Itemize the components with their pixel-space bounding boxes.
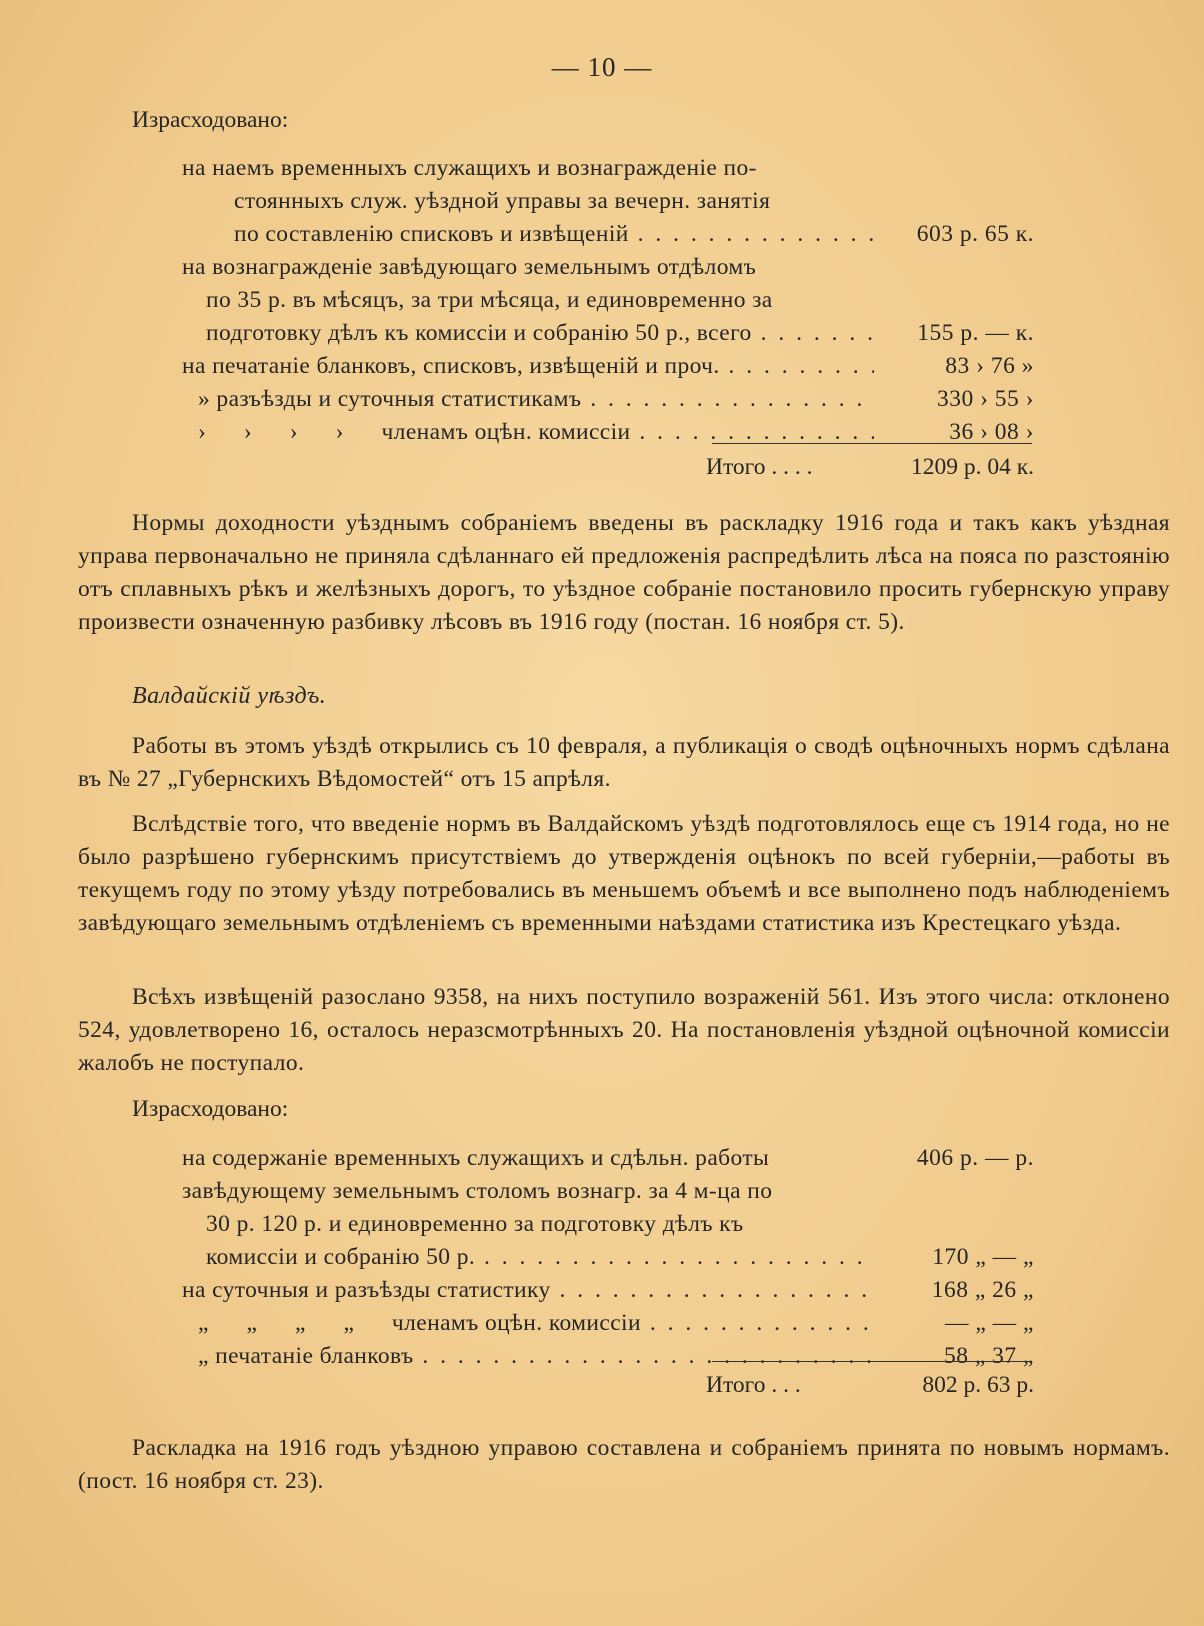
expense-amount: 170 „ — „ bbox=[932, 1244, 1034, 1270]
expense-item bbox=[182, 287, 1034, 320]
expense-desc-line: » разъѣзды и суточныя статистикамъ . . . bbox=[198, 386, 874, 413]
expense-desc-line: комиссіи и собранію 50 р. . . . bbox=[206, 1244, 874, 1271]
expense-item bbox=[182, 1244, 1034, 1277]
expense-desc-line: по 35 р. въ мѣсяцъ, за три мѣсяца, и единовременно за bbox=[206, 287, 773, 313]
total-amount: 802 р. 63 р. bbox=[922, 1372, 1034, 1398]
expense-item bbox=[182, 1211, 1034, 1244]
expense-desc-line: „ „ „ „ членамъ оцѣн. комиссіи . . . bbox=[198, 1310, 874, 1337]
expense-list-2 bbox=[182, 1145, 1034, 1376]
expense-item bbox=[182, 254, 1034, 287]
expense-desc-line: „ печатаніе бланковъ . . . bbox=[198, 1343, 874, 1370]
total-row-2 bbox=[706, 1372, 1034, 1399]
expense-desc-line: на суточныя и разъѣзды статистику . . . bbox=[182, 1277, 874, 1304]
expense-desc-line: на наемъ временныхъ служащихъ и вознагражденіе по- bbox=[182, 155, 757, 181]
expense-amount: — „ — „ bbox=[945, 1310, 1034, 1336]
expense-amount: 58 „ 37 „ bbox=[944, 1343, 1034, 1369]
paragraph-introduction: Вслѣдствіе того, что введеніе нормъ въ Валдайскомъ уѣздѣ подготовлялось еще съ 1914 года, но не было разрѣшено губернскимъ присутствіемъ до утвержденія оцѣнокъ по всей губерніи,—работы въ текущемъ году по этому уѣзду потребовались въ меньшемъ объемѣ и все выполнено подъ наблюденіемъ завѣдующаго земельнымъ отдѣленіемъ съ временными наѣздами статистика изъ Крестецкаго уѣзда. bbox=[78, 811, 1170, 936]
expenses-heading-1: Израсходовано: bbox=[132, 107, 289, 133]
expense-item bbox=[182, 221, 1034, 254]
expense-item bbox=[182, 1178, 1034, 1211]
expense-item bbox=[182, 386, 1034, 419]
expense-item bbox=[182, 188, 1034, 221]
expense-desc-line: на вознагражденіе завѣдующаго земельнымъ отдѣломъ bbox=[182, 254, 757, 280]
total-rule-1 bbox=[712, 443, 1032, 444]
expense-desc-line: подготовку дѣлъ къ комиссіи и собранію 50 р., всего . . . bbox=[206, 320, 874, 347]
paragraph-apportionment: Раскладка на 1916 годъ уѣздною управою составлена и собраніемъ принята по новымъ нормамъ. (пост. 16 ноября ст. 23). bbox=[78, 1435, 1170, 1494]
district-heading: Валдайскій уѣздъ. bbox=[132, 683, 327, 709]
page-number: — 10 — bbox=[551, 52, 653, 82]
paragraph-norms: Нормы доходности уѣзднымъ собраніемъ введены въ раскладку 1916 года и такъ какъ уѣздная управа первоначально не приняла сдѣланнаго ей предложенія распредѣлить лѣса на пояса по разстоянію отъ сплавныхъ рѣкъ и желѣзныхъ дорогъ, то уѣздное собраніе постановило просить губернскую управу произвести означенную разбивку лѣсовъ въ 1916 году (постан. 16 ноября ст. 5). bbox=[78, 510, 1170, 635]
expense-desc-line: на печатаніе бланковъ, списковъ, извѣщеній и проч. . . . bbox=[182, 353, 874, 380]
expense-amount: 406 р. — р. bbox=[916, 1145, 1034, 1171]
expenses-heading-2: Израсходовано: bbox=[132, 1096, 289, 1122]
total-amount: 1209 р. 04 к. bbox=[910, 454, 1034, 480]
total-label: Итого . . . . bbox=[706, 454, 813, 480]
expense-amount: 155 р. — к. bbox=[917, 320, 1034, 346]
expense-item bbox=[182, 419, 1034, 452]
expense-desc-line: стоянныхъ служ. уѣздной управы за вечерн. занятія bbox=[234, 188, 771, 214]
expense-item bbox=[182, 1145, 1034, 1178]
expense-amount: 36 › 08 › bbox=[949, 419, 1034, 445]
expense-item bbox=[182, 1310, 1034, 1343]
expense-item bbox=[182, 320, 1034, 353]
paragraph-works: Работы въ этомъ уѣздѣ открылись съ 10 февраля, а публикація о сводѣ оцѣночныхъ нормъ сдѣлана въ № 27 „Губернскихъ Вѣдомостей“ отъ 15 апрѣля. bbox=[78, 733, 1170, 792]
expense-item bbox=[182, 1277, 1034, 1310]
expense-item bbox=[182, 353, 1034, 386]
total-rule-2 bbox=[712, 1361, 1032, 1362]
total-row-1 bbox=[706, 454, 1034, 481]
total-label: Итого . . . bbox=[706, 1372, 801, 1398]
expense-desc-line: 30 р. 120 р. и единовременно за подготовку дѣлъ къ bbox=[206, 1211, 744, 1237]
paragraph-notices: Всѣхъ извѣщеній разослано 9358, на нихъ поступило возраженій 561. Изъ этого числа: отклонено 524, удовлетворено 16, осталось неразсмотрѣнныхъ 20. На постановленія уѣздной оцѣночной комиссіи жалобъ не поступало. bbox=[78, 984, 1170, 1076]
expense-desc-line: по составленію списковъ и извѣщеній . . . bbox=[234, 221, 874, 248]
expense-amount: 83 › 76 » bbox=[945, 353, 1034, 379]
expense-amount: 168 „ 26 „ bbox=[931, 1277, 1034, 1303]
expense-amount: 330 › 55 › bbox=[936, 386, 1034, 412]
expense-desc-line: › › › › членамъ оцѣн. комиссіи . . . bbox=[198, 419, 874, 446]
expense-list-1 bbox=[182, 155, 1034, 452]
expense-amount: 603 р. 65 к. bbox=[916, 221, 1034, 247]
expense-item bbox=[182, 155, 1034, 188]
expense-desc-line: завѣдующему земельнымъ столомъ вознагр. за 4 м-ца по bbox=[182, 1178, 773, 1204]
expense-desc-line: на содержаніе временныхъ служащихъ и сдѣльн. работы bbox=[182, 1145, 770, 1171]
